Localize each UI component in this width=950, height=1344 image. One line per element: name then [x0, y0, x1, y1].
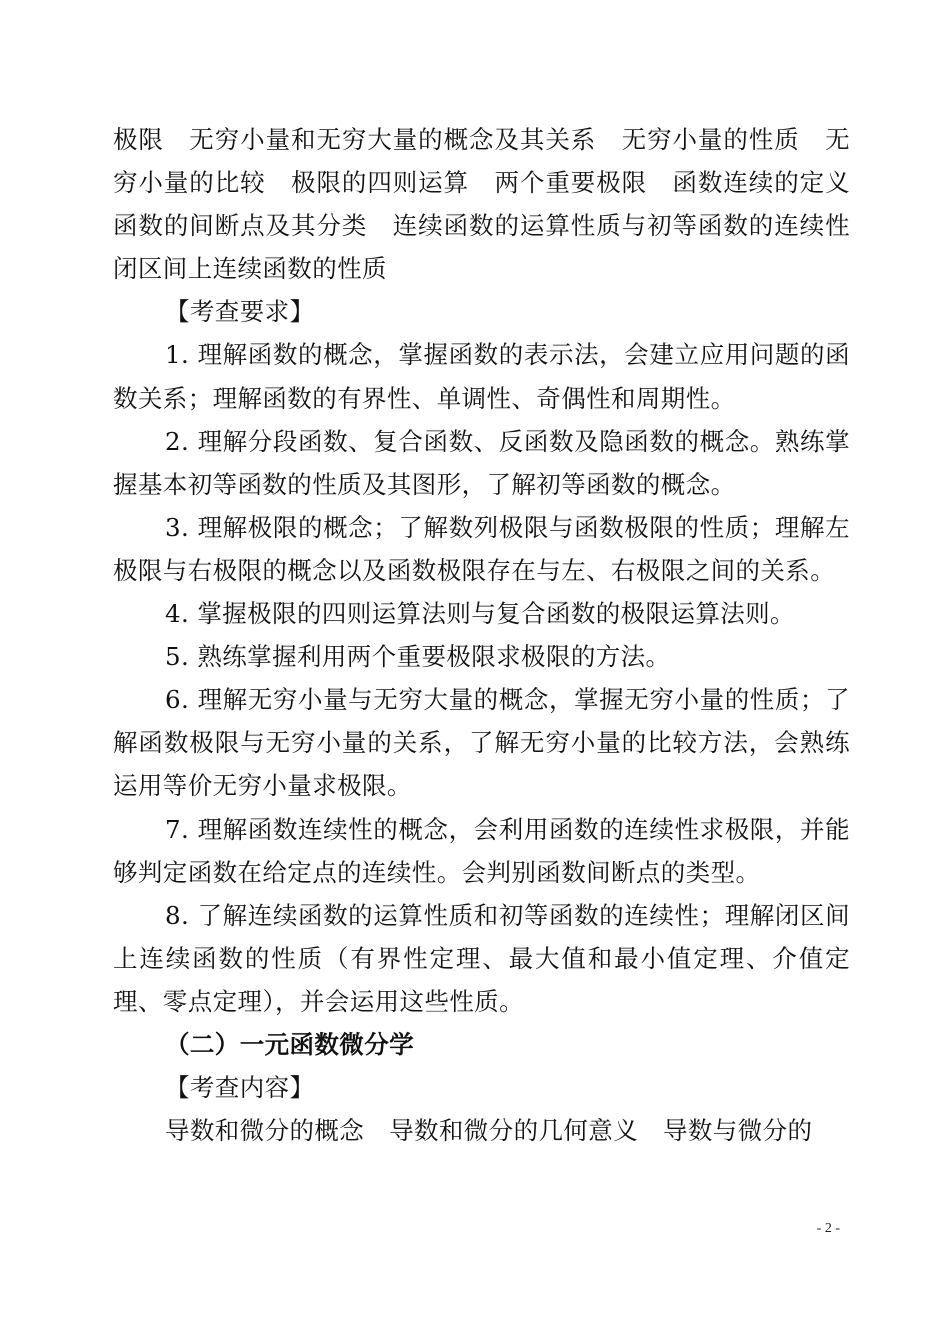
requirements-heading: 【考查要求】 [165, 297, 315, 327]
requirement-item-7: 7. 理解函数连续性的概念，会利用函数的连续性求极限，并能够判定函数在给定点的连续性。会判别函数间断点的类型。 [113, 814, 850, 887]
requirement-item-2: 2. 理解分段函数、复合函数、反函数及隐函数的概念。熟练掌握基本初等函数的性质及其图形，了解初等函数的概念。 [113, 426, 850, 499]
content-heading: 【考查内容】 [165, 1073, 315, 1103]
section-heading: （二）一元函数微分学 [165, 1029, 414, 1059]
content-text: 导数和微分的概念 导数和微分的几何意义 导数与微分的 [165, 1116, 813, 1146]
requirement-item-3: 3. 理解极限的概念；了解数列极限与函数极限的性质；理解左极限与右极限的概念以及函数极限存在与左、右极限之间的关系。 [113, 512, 850, 585]
requirement-item-4: 4. 掌握极限的四则运算法则与复合函数的极限运算法则。 [165, 599, 795, 629]
page-number: - 2 - [816, 1221, 840, 1236]
page-body [113, 118, 875, 1152]
requirement-item-8: 8. 了解连续函数的运算性质和初等函数的连续性；理解闭区间上连续函数的性质（有界性定理、最大值和最小值定理、介值定理、零点定理），并会运用这些性质。 [113, 900, 850, 1016]
requirement-item-5: 5. 熟练掌握利用两个重要极限求极限的方法。 [165, 642, 671, 672]
requirement-item-6: 6. 理解无穷小量与无穷大量的概念，掌握无穷小量的性质；了解函数极限与无穷小量的关系，了解无穷小量的比较方法，会熟练运用等价无穷小量求极限。 [113, 685, 850, 801]
requirement-item-1: 1. 理解函数的概念，掌握函数的表示法，会建立应用问题的函数关系；理解函数的有界性、单调性、奇偶性和周期性。 [113, 340, 850, 413]
intro-topics: 极限 无穷小量和无穷大量的概念及其关系 无穷小量的性质 无穷小量的比较 极限的四则运算 两个重要极限 函数连续的定义 函数的间断点及其分类 连续函数的运算性质与初等函数的连续性 闭区间上连续函数的性质 [113, 125, 875, 284]
